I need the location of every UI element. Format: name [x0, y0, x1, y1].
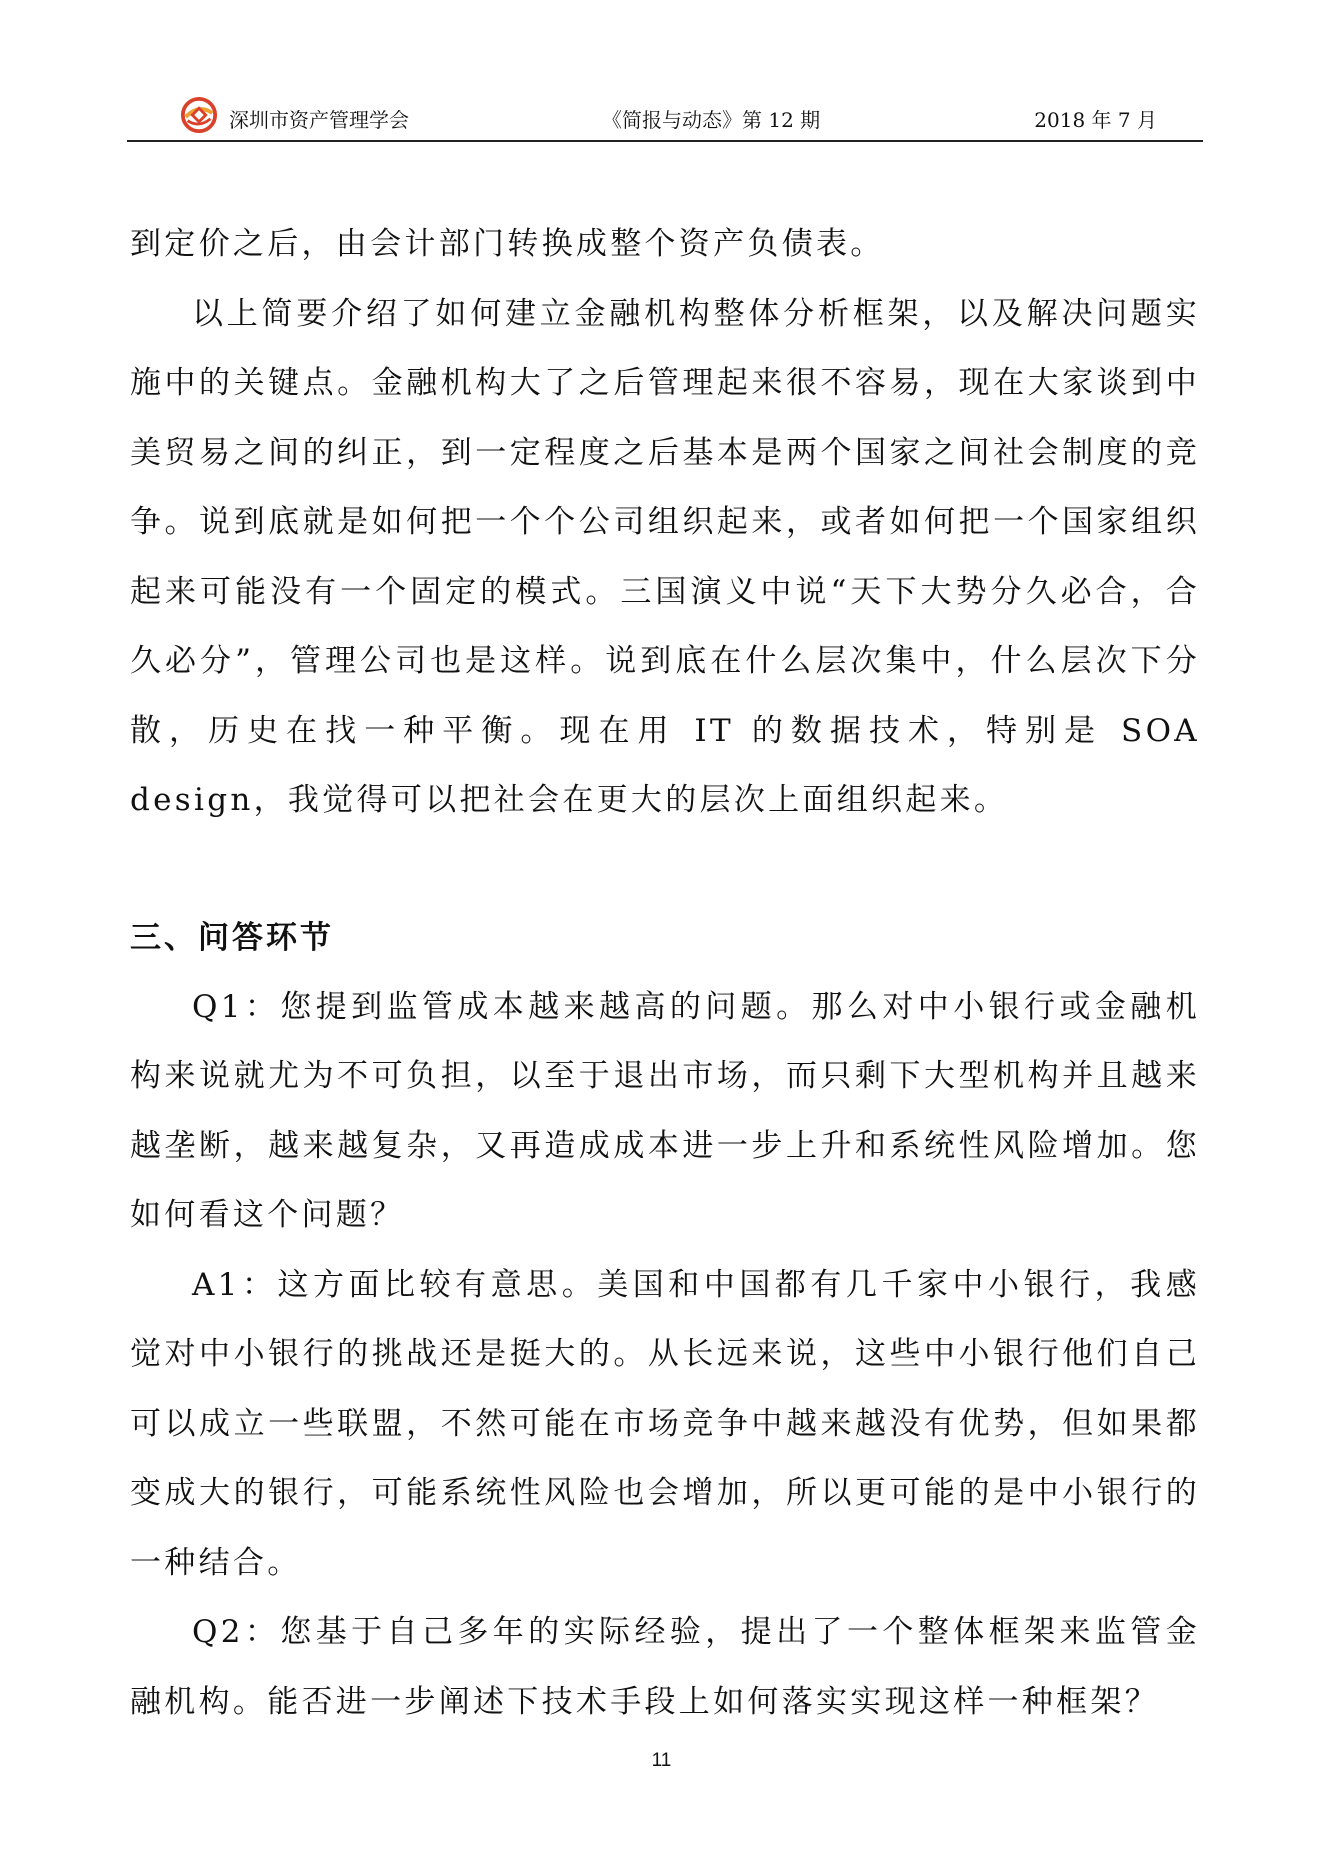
header-divider	[127, 140, 1203, 142]
issue-title: 《简报与动态》第 12 期	[602, 108, 821, 132]
page-header	[127, 100, 1203, 140]
paragraph: 以上简要介绍了如何建立金融机构整体分析框架，以及解决问题实施中的关键点。金融机构大了之后管理起来很不容易，现在大家谈到中美贸易之间的纠正，到一定程度之后基本是两个国家之间社会制度的竞争。说到底就是如何把一个个公司组织起来，或者如何把一个国家组织起来可能没有一个固定的模式。三国演义中说“天下大势分久必合，合久必分”，管理公司也是这样。说到底在什么层次集中，什么层次下分散，历史在找一种平衡。现在用 IT 的数据技术，特别是 SOA design，我觉得可以把社会在更大的层次上面组织起来。	[130, 295, 1200, 818]
qa-paragraph: Q2：您基于自己多年的实际经验，提出了一个整体框架来监管金融机构。能否进一步阐述下技术手段上如何落实实现这样一种框架？	[130, 1614, 1200, 1720]
qa-paragraph: A1：这方面比较有意思。美国和中国都有几千家中小银行，我感觉对中小银行的挑战还是挺大的。从长远来说，这些中小银行他们自己可以成立一些联盟，不然可能在市场竞争中越来越没有优势，但如果都变成大的银行，可能系统性风险也会增加，所以更可能的是中小银行的一种结合。	[130, 1266, 1200, 1581]
page-number: 11	[651, 1750, 672, 1771]
section-heading: 三、问答环节	[130, 919, 334, 956]
paragraph: 到定价之后，由会计部门转换成整个资产负债表。	[130, 226, 885, 262]
org-name: 深圳市资产管理学会	[229, 108, 409, 132]
qa-paragraph: Q1：您提到监管成本越来越高的问题。那么对中小银行或金融机构来说就尤为不可负担，以至于退出市场，而只剩下大型机构并且越来越垄断，越来越复杂，又再造成成本进一步上升和系统性风险增加。您如何看这个问题？	[130, 988, 1200, 1233]
document-body	[130, 210, 1200, 1737]
society-logo-icon	[180, 96, 218, 134]
issue-date: 2018 年 7 月	[1034, 108, 1157, 132]
